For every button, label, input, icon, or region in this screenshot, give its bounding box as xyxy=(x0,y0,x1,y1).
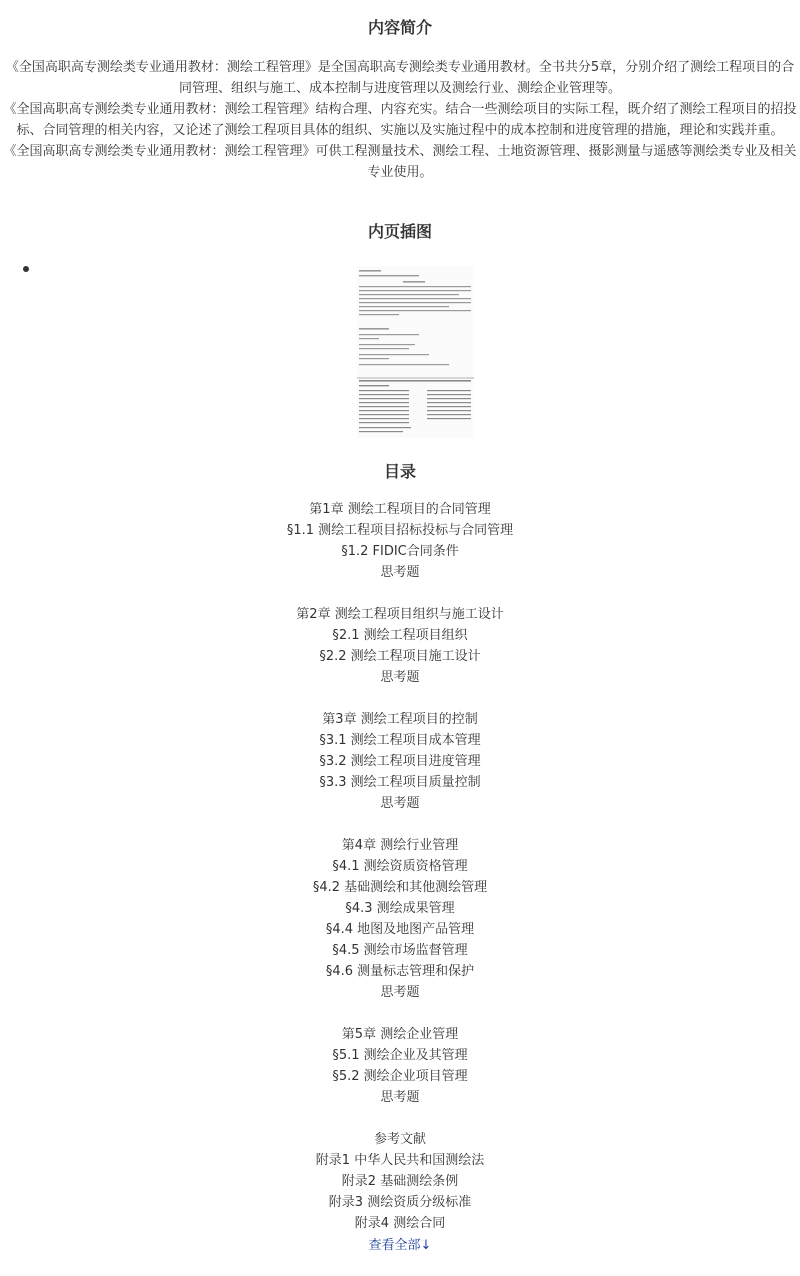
intro-body xyxy=(0,57,800,183)
toc-entry: §2.1 测绘工程项目组织 xyxy=(332,628,468,643)
page-illustration-thumbnail[interactable] xyxy=(357,266,474,438)
toc-entry: 思考题 xyxy=(380,565,420,580)
toc-entry: §4.4 地图及地图产品管理 xyxy=(325,922,475,937)
intro-title: 内容简介 xyxy=(367,18,432,37)
toc-entry: §2.2 测绘工程项目施工设计 xyxy=(319,649,481,664)
toc-spacer xyxy=(0,1108,800,1129)
toc-entry: §3.1 测绘工程项目成本管理 xyxy=(319,733,481,748)
toc-entry: 附录1 中华人民共和国测绘法 xyxy=(315,1153,485,1168)
toc-entry: §3.3 测绘工程项目质量控制 xyxy=(319,775,481,790)
toc-entry: 思考题 xyxy=(380,985,420,1000)
toc-spacer xyxy=(0,1003,800,1024)
toc-title: 目录 xyxy=(383,462,416,481)
toc-entry: §5.2 测绘企业项目管理 xyxy=(332,1069,468,1084)
toc-entry: 附录3 测绘资质分级标准 xyxy=(328,1195,472,1210)
toc-entry: §1.2 FIDIC合同条件 xyxy=(341,544,459,559)
toc-entry: 思考题 xyxy=(380,1090,420,1105)
toc-chapter: 第2章 测绘工程项目组织与施工设计 xyxy=(296,607,504,622)
table-of-contents xyxy=(0,499,800,1234)
toc-chapter: 第3章 测绘工程项目的控制 xyxy=(322,712,478,727)
toc-chapter: 第1章 测绘工程项目的合同管理 xyxy=(309,502,491,517)
toc-entry: §1.1 测绘工程项目招标投标与合同管理 xyxy=(286,523,514,538)
toc-entry: §4.1 测绘资质资格管理 xyxy=(332,859,468,874)
toc-entry: §5.1 测绘企业及其管理 xyxy=(332,1048,468,1063)
toc-entry: 附录4 测绘合同 xyxy=(354,1216,446,1231)
toc-entry: §4.2 基础测绘和其他测绘管理 xyxy=(312,880,488,895)
toc-entry: 思考题 xyxy=(380,796,420,811)
toc-entry: 思考题 xyxy=(380,670,420,685)
toc-entry: §4.3 测绘成果管理 xyxy=(345,901,455,916)
toc-spacer xyxy=(0,814,800,835)
toc-entry: §4.6 测量标志管理和保护 xyxy=(325,964,475,979)
illustrations-title: 内页插图 xyxy=(367,222,432,241)
toc-chapter: 第4章 测绘行业管理 xyxy=(341,838,459,853)
toc-entry: 附录2 基础测绘条例 xyxy=(341,1174,459,1189)
intro-paragraph: 《全国高职高专测绘类专业通用教材：测绘工程管理》是全国高职高专测绘类专业通用教材。全书共分5章，分别介绍了测绘工程项目的合同管理、组织与施工、成本控制与进度管理以及测绘行业、测绘企业管理等。 xyxy=(5,60,795,96)
toc-spacer xyxy=(0,583,800,604)
intro-paragraph: 《全国高职高专测绘类专业通用教材：测绘工程管理》可供工程测量技术、测绘工程、土地资源管理、摄影测量与遥感等测绘类专业及相关专业使用。 xyxy=(3,144,797,180)
toc-entry: §3.2 测绘工程项目进度管理 xyxy=(319,754,481,769)
view-all-link[interactable]: 查看全部↓ xyxy=(368,1238,432,1253)
toc-chapter: 参考文献 xyxy=(373,1132,426,1147)
toc-chapter: 第5章 测绘企业管理 xyxy=(341,1027,459,1042)
list-bullet xyxy=(23,266,29,272)
toc-entry: §4.5 测绘市场监督管理 xyxy=(332,943,468,958)
intro-paragraph: 《全国高职高专测绘类专业通用教材：测绘工程管理》结构合理、内容充实。结合一些测绘项目的实际工程，既介绍了测绘工程项目的招投标、合同管理的相关内容，又论述了测绘工程项目具体的组织、实施以及实施过程中的成本控制和进度管理的措施，理论和实践并重。 xyxy=(3,102,797,138)
toc-spacer xyxy=(0,688,800,709)
